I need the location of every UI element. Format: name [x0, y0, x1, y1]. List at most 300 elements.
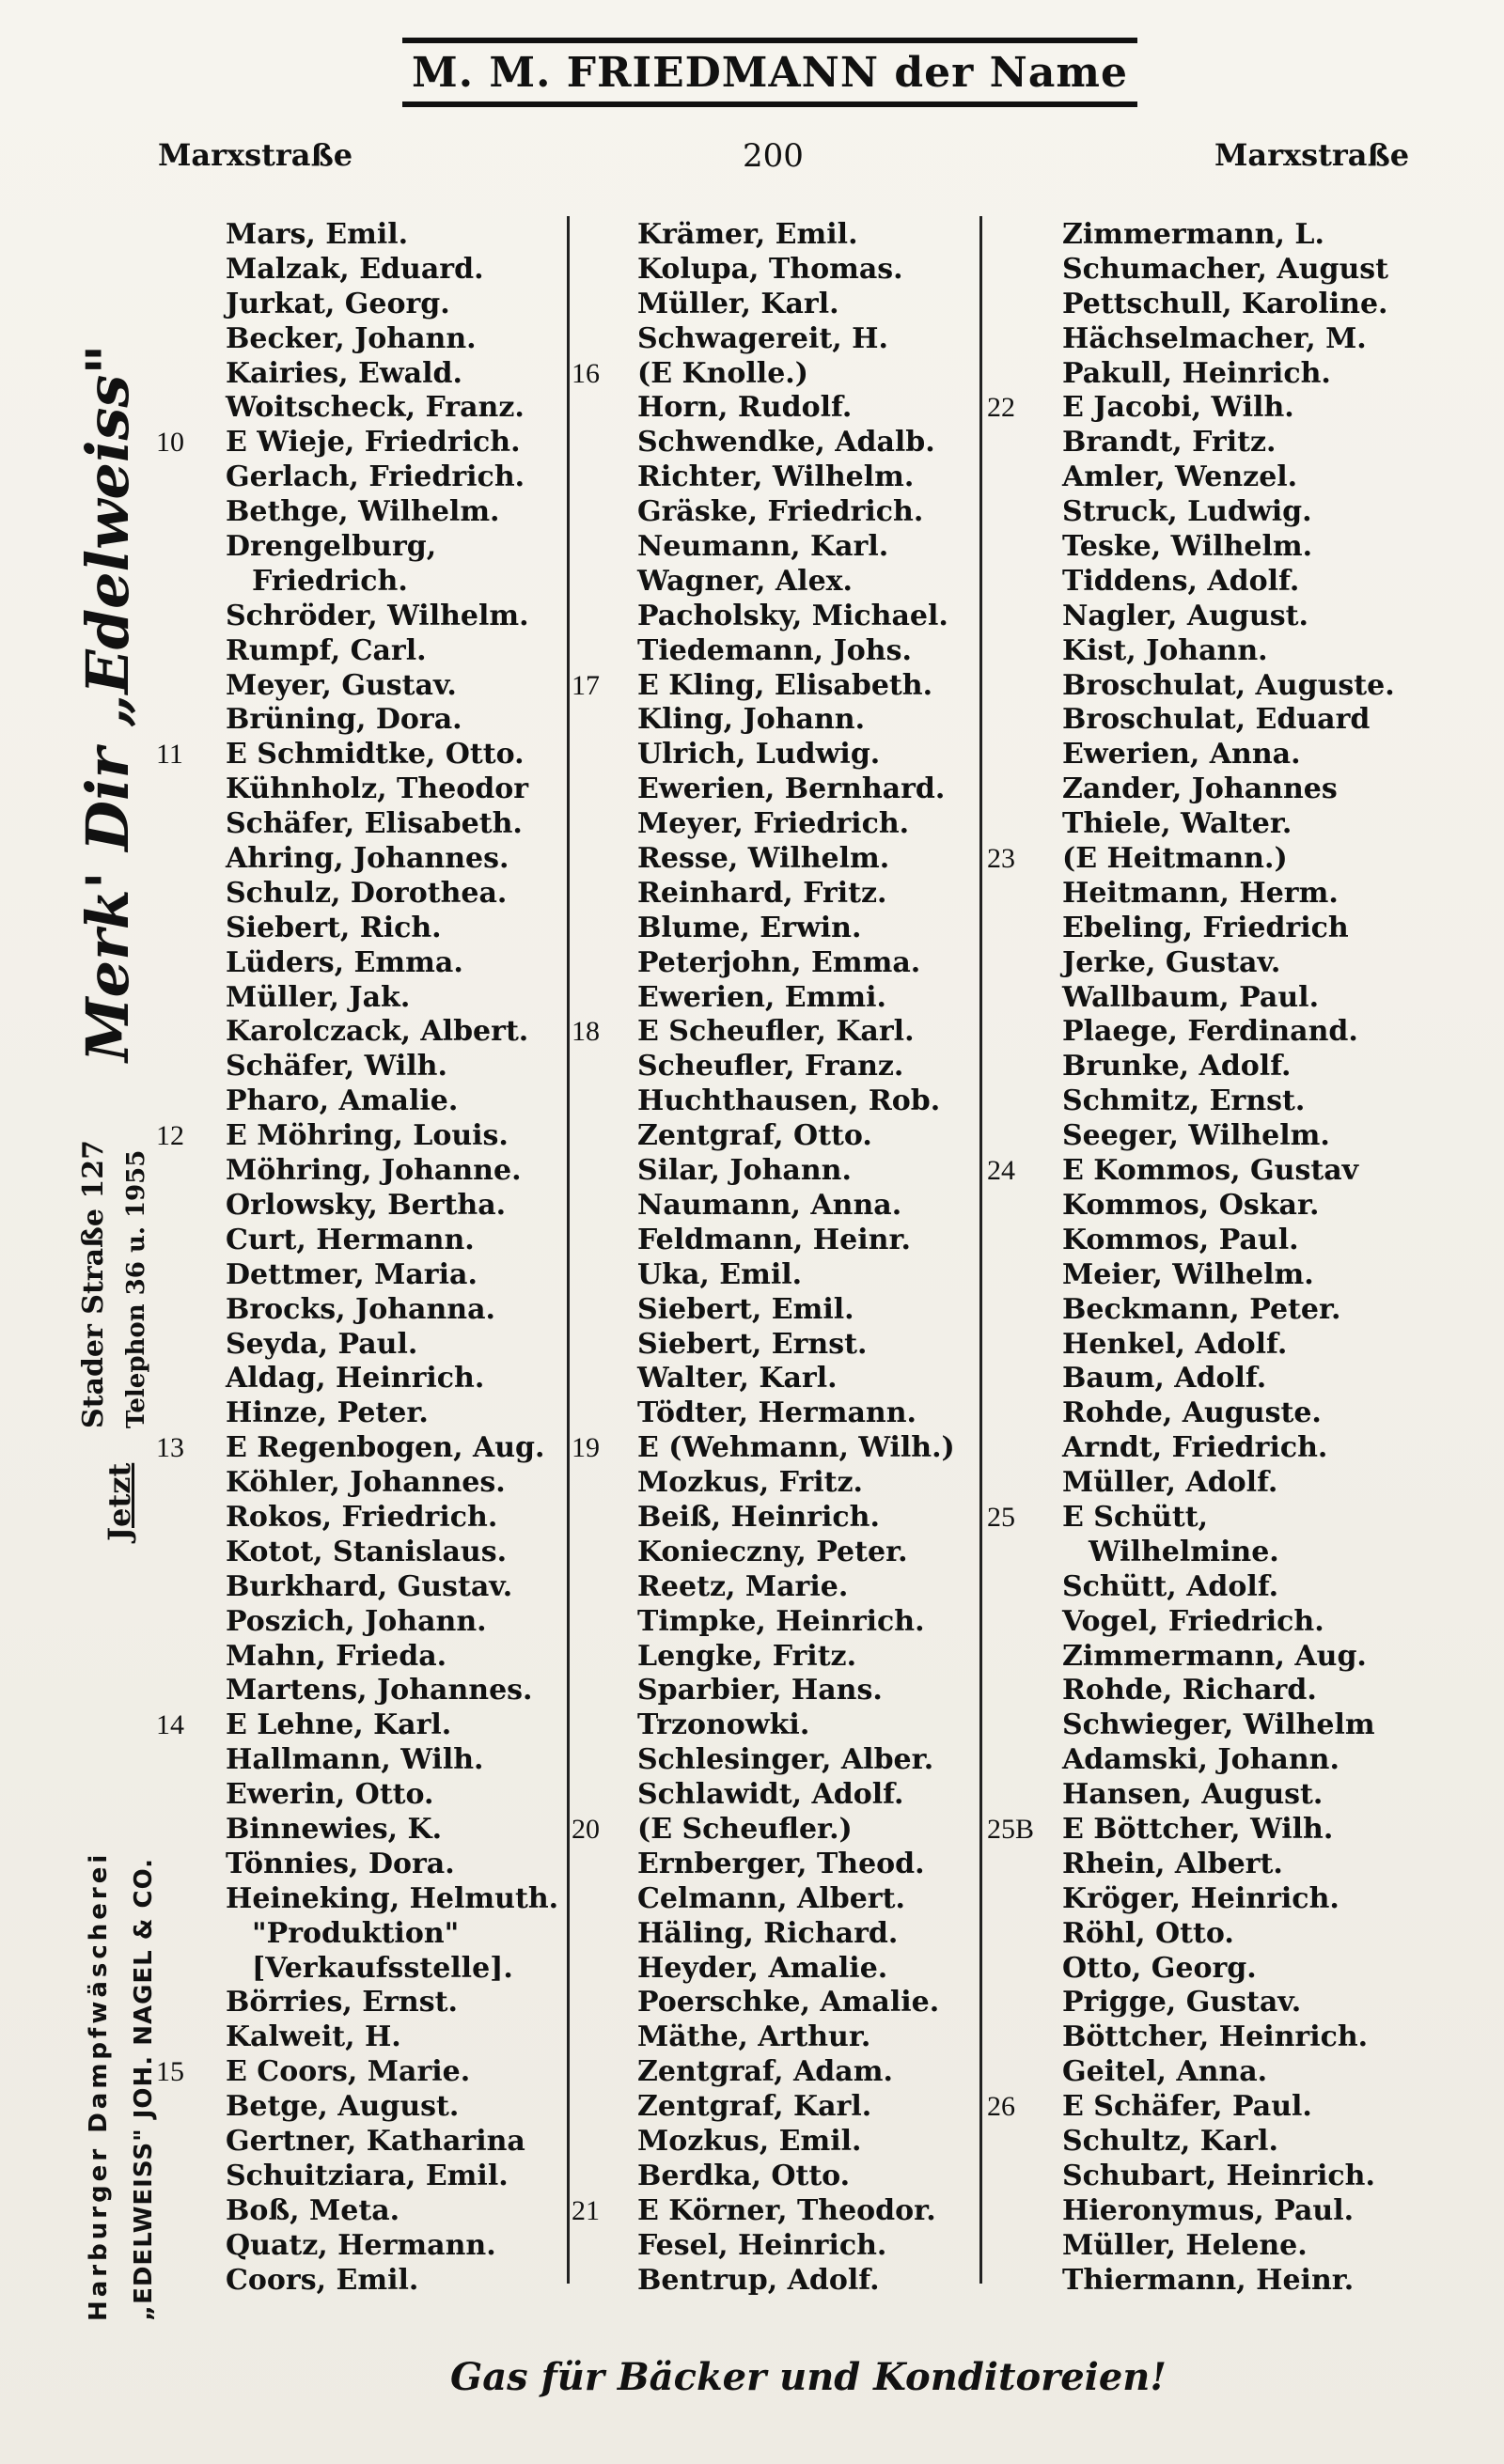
- directory-entry: [572, 1396, 985, 1431]
- directory-entry: [160, 1952, 573, 1987]
- directory-entry: [987, 1848, 1429, 1882]
- resident-name: Tödter, Hermann.: [637, 1396, 916, 1430]
- resident-name: Plaege, Ferdinand.: [1062, 1015, 1358, 1049]
- directory-entry: [160, 1640, 573, 1675]
- resident-name: Böttcher, Heinrich.: [1062, 2020, 1369, 2054]
- directory-entry: [572, 2020, 985, 2055]
- resident-name: (E Knolle.): [637, 356, 808, 390]
- resident-name: Peterjohn, Emma.: [637, 945, 921, 979]
- directory-entry: [572, 1986, 985, 2020]
- resident-name: Huchthausen, Rob.: [637, 1084, 941, 1118]
- resident-name: E Schmidtke, Otto.: [226, 738, 525, 772]
- directory-entry: [572, 634, 985, 669]
- resident-name: Häling, Richard.: [637, 1916, 899, 1950]
- resident-name: Thiele, Walter.: [1062, 807, 1292, 841]
- resident-name: Tiedemann, Johs.: [637, 633, 912, 667]
- resident-name: Hinze, Peter.: [226, 1396, 429, 1430]
- resident-name: Scheufler, Franz.: [637, 1050, 904, 1084]
- directory-entry: [572, 877, 985, 912]
- directory-entry: [160, 1224, 573, 1258]
- header-rule-bottom: [402, 101, 1137, 107]
- resident-name: Amler, Wenzel.: [1062, 460, 1298, 494]
- directory-entry: [572, 1536, 985, 1570]
- directory-entry: [160, 288, 573, 322]
- resident-name: E Schäfer, Paul.: [1062, 2090, 1312, 2124]
- house-number: 25: [987, 1501, 1015, 1533]
- directory-entry: [987, 2090, 1429, 2125]
- resident-name: Broschulat, Eduard: [1062, 703, 1371, 737]
- resident-name: E Körner, Theodor.: [637, 2193, 936, 2227]
- directory-entry: [572, 946, 985, 981]
- resident-name: Schlawidt, Adolf.: [637, 1778, 904, 1812]
- directory-entry: [156, 426, 573, 460]
- directory-entry: [160, 981, 573, 1016]
- directory-entry: [987, 634, 1429, 669]
- resident-name: Schultz, Karl.: [1062, 2124, 1278, 2158]
- directory-entry: [572, 738, 985, 772]
- resident-name: Jurkat, Georg.: [226, 287, 450, 320]
- resident-name: Schmitz, Ernst.: [1062, 1084, 1306, 1118]
- resident-name: Beiß, Heinrich.: [637, 1500, 880, 1534]
- now-label: Jetzt: [102, 1462, 137, 1541]
- directory-entry: [987, 426, 1429, 460]
- resident-name: Hansen, August.: [1062, 1778, 1324, 1812]
- resident-name: Seyda, Paul.: [226, 1327, 418, 1361]
- directory-entry: [572, 253, 985, 288]
- directory-entry: [987, 1708, 1429, 1743]
- house-number: 10: [156, 427, 184, 459]
- resident-name: Arndt, Friedrich.: [1062, 1431, 1328, 1465]
- resident-name: Bentrup, Adolf.: [637, 2263, 880, 2297]
- directory-entry: [160, 460, 573, 495]
- directory-entry: [572, 600, 985, 634]
- resident-name: Rokos, Friedrich.: [226, 1500, 498, 1534]
- street-heading-right: Marxstraße: [1214, 137, 1410, 173]
- resident-name: Zimmermann, L.: [1062, 218, 1324, 251]
- resident-name: Pacholsky, Michael.: [637, 599, 948, 632]
- resident-name: Vogel, Friedrich.: [1062, 1604, 1324, 1638]
- house-number: 16: [572, 357, 600, 389]
- laundry-phone: Telephon 36 u. 1955: [122, 1149, 150, 1428]
- resident-name: Börries, Ernst.: [226, 1986, 458, 2020]
- directory-entry: [160, 391, 573, 426]
- directory-entry: [987, 912, 1429, 946]
- resident-name: Betge, August.: [226, 2090, 460, 2124]
- resident-name: Schuitziara, Emil.: [226, 2159, 509, 2192]
- directory-entry: [572, 1119, 985, 1154]
- directory-entry: [987, 772, 1429, 807]
- resident-name: Kotot, Stanislaus.: [226, 1535, 508, 1568]
- directory-entry: [156, 1431, 573, 1466]
- resident-name: Geitel, Anna.: [1062, 2055, 1268, 2089]
- resident-name: Resse, Wilhelm.: [637, 842, 890, 876]
- directory-entry: [987, 1466, 1429, 1501]
- resident-name: Röhl, Otto.: [1062, 1916, 1234, 1950]
- directory-entry: [160, 2264, 573, 2299]
- directory-entry: [987, 1952, 1429, 1987]
- resident-name: Naumann, Anna.: [637, 1188, 902, 1222]
- house-number: 26: [987, 2091, 1015, 2123]
- directory-entry: [572, 1813, 985, 1848]
- resident-name: Trzonowki.: [637, 1708, 810, 1742]
- resident-name: Gerlach, Friedrich.: [226, 460, 525, 494]
- directory-entry: [572, 1605, 985, 1640]
- directory-entry: [160, 1258, 573, 1293]
- page-number: 200: [743, 137, 804, 175]
- directory-entry: [987, 600, 1429, 634]
- directory-entry: [572, 1293, 985, 1328]
- directory-entry: [572, 807, 985, 842]
- resident-name: (E Scheufler.): [637, 1812, 853, 1846]
- directory-entry: [572, 1640, 985, 1675]
- directory-entry: [572, 1050, 985, 1084]
- directory-entry: [160, 877, 573, 912]
- edelweiss-slogan: Merk' Dir „Edelweiss": [73, 344, 142, 1062]
- resident-name: Siebert, Emil.: [637, 1292, 854, 1326]
- resident-name: Kröger, Heinrich.: [1062, 1881, 1340, 1915]
- resident-name: Adamski, Johann.: [1062, 1743, 1340, 1777]
- resident-name: Tiddens, Adolf.: [1062, 564, 1300, 598]
- directory-entry: [572, 1224, 985, 1258]
- resident-name: Schwendke, Adalb.: [637, 426, 935, 460]
- directory-entry: [160, 1813, 573, 1848]
- directory-entry: [160, 703, 573, 738]
- house-number: 22: [987, 392, 1015, 424]
- resident-name: Dettmer, Maria.: [226, 1257, 478, 1291]
- resident-name: Drengelburg,: [226, 530, 437, 564]
- resident-name: Müller, Jak.: [226, 980, 411, 1014]
- house-number: 20: [572, 1813, 600, 1845]
- resident-name: (E Heitmann.): [1062, 842, 1288, 876]
- resident-name: Celmann, Albert.: [637, 1881, 905, 1915]
- resident-name: Seeger, Wilhelm.: [1062, 1119, 1330, 1153]
- resident-name: E (Wehmann, Wilh.): [637, 1431, 955, 1465]
- directory-entry: [987, 2264, 1429, 2299]
- resident-name: Ewerien, Anna.: [1062, 738, 1301, 772]
- resident-name: Kommos, Oskar.: [1062, 1188, 1320, 1222]
- resident-name: Gräske, Friedrich.: [637, 495, 924, 529]
- directory-entry: [987, 1084, 1429, 1119]
- directory-entry: [987, 1293, 1429, 1328]
- directory-entry: [572, 2125, 985, 2160]
- resident-name: Pakull, Heinrich.: [1062, 356, 1331, 390]
- directory-entry: [160, 1328, 573, 1363]
- house-number: 18: [572, 1016, 600, 1048]
- directory-entry: [572, 2264, 985, 2299]
- directory-entry: [987, 322, 1429, 357]
- resident-name: Zentgraf, Karl.: [637, 2090, 872, 2124]
- resident-name: Pharo, Amalie.: [226, 1084, 459, 1118]
- resident-name: Poszich, Johann.: [226, 1604, 487, 1638]
- resident-name: Kalweit, H.: [226, 2020, 401, 2054]
- directory-entry: [572, 2160, 985, 2194]
- resident-name: Beckmann, Peter.: [1062, 1292, 1341, 1326]
- directory-entry: [987, 2020, 1429, 2055]
- directory-entry: [572, 288, 985, 322]
- house-number: 11: [156, 739, 183, 771]
- directory-entry: [987, 1917, 1429, 1952]
- resident-name: Zimmermann, Aug.: [1062, 1639, 1367, 1673]
- gas-advertisement: Gas für Bäcker und Konditoreien!: [450, 2355, 1167, 2399]
- resident-name: Schröder, Wilhelm.: [226, 599, 529, 632]
- directory-entry: [572, 1466, 985, 1501]
- resident-name: Becker, Johann.: [226, 321, 477, 355]
- resident-name: Wagner, Alex.: [637, 564, 853, 598]
- directory-entry: [160, 2160, 573, 2194]
- directory-entry: [572, 2229, 985, 2264]
- directory-entry: [987, 2055, 1429, 2090]
- resident-name: Schäfer, Elisabeth.: [226, 807, 523, 841]
- directory-entry: [160, 1778, 573, 1813]
- resident-name: Kist, Johann.: [1062, 633, 1268, 667]
- resident-name: Siebert, Rich.: [226, 911, 442, 944]
- directory-entry: [160, 1882, 573, 1917]
- resident-name: Ahring, Johannes.: [226, 842, 509, 876]
- header-rule-top: [402, 38, 1137, 43]
- resident-column-3: [987, 218, 1429, 2298]
- directory-entry: [572, 1431, 985, 1466]
- directory-entry: [987, 1570, 1429, 1605]
- directory-entry: [572, 391, 985, 426]
- resident-name: E Kommos, Gustav: [1062, 1154, 1359, 1188]
- resident-name: Friedrich.: [252, 564, 408, 598]
- resident-name: Pettschull, Karoline.: [1062, 287, 1388, 320]
- resident-name: Poerschke, Amalie.: [637, 1986, 940, 2020]
- resident-name: Boß, Meta.: [226, 2193, 400, 2227]
- resident-name: Gertner, Katharina: [226, 2124, 525, 2158]
- directory-entry: [987, 1362, 1429, 1396]
- resident-name: Heitmann, Herm.: [1062, 876, 1339, 910]
- laundry-address: Stader Straße 127: [77, 1140, 110, 1428]
- directory-entry: [156, 738, 573, 772]
- resident-name: Thiermann, Heinr.: [1062, 2263, 1355, 2297]
- resident-name: Mahn, Frieda.: [226, 1639, 447, 1673]
- directory-entry: [156, 1708, 573, 1743]
- directory-entry: [987, 807, 1429, 842]
- resident-name: Wallbaum, Paul.: [1062, 980, 1320, 1014]
- resident-name: Mäthe, Arthur.: [637, 2020, 871, 2054]
- house-number: 24: [987, 1155, 1015, 1187]
- directory-entry: [987, 288, 1429, 322]
- directory-entry: [572, 912, 985, 946]
- directory-entry: [987, 1778, 1429, 1813]
- directory-entry: [160, 1674, 573, 1708]
- resident-name: Mozkus, Emil.: [637, 2124, 862, 2158]
- directory-entry: [987, 1396, 1429, 1431]
- resident-name: Schwieger, Wilhelm: [1062, 1708, 1375, 1742]
- resident-name: Neumann, Karl.: [637, 530, 889, 564]
- resident-name: Müller, Helene.: [1062, 2228, 1308, 2262]
- directory-entry: [987, 565, 1429, 600]
- directory-entry: [160, 357, 573, 392]
- resident-name: Ewerien, Emmi.: [637, 980, 886, 1014]
- resident-name: Tönnies, Dora.: [226, 1847, 455, 1880]
- friedmann-banner: M. M. FRIEDMANN der Name: [412, 49, 1128, 97]
- resident-column-2: [572, 218, 985, 2298]
- resident-name: Burkhard, Gustav.: [226, 1569, 513, 1603]
- house-number: 23: [987, 843, 1015, 875]
- directory-entry: [160, 253, 573, 288]
- directory-entry: [987, 1986, 1429, 2020]
- directory-entry: [987, 1605, 1429, 1640]
- directory-entry: [160, 218, 573, 253]
- laundry-company-name: Harburger Dampfwäscherei: [85, 1850, 113, 2321]
- directory-entry: [987, 877, 1429, 912]
- resident-name: Zentgraf, Adam.: [637, 2055, 893, 2089]
- directory-entry: [572, 1154, 985, 1189]
- resident-name: Müller, Karl.: [637, 287, 839, 320]
- resident-name: Krämer, Emil.: [637, 218, 858, 251]
- directory-entry: [160, 1536, 573, 1570]
- resident-name: Quatz, Hermann.: [226, 2228, 496, 2262]
- resident-name: Schumacher, August: [1062, 252, 1389, 286]
- directory-entry: [160, 1743, 573, 1778]
- directory-entry: [987, 391, 1429, 426]
- directory-entry: [987, 1328, 1429, 1363]
- directory-entry: [987, 1536, 1429, 1570]
- resident-name: Rumpf, Carl.: [226, 633, 427, 667]
- resident-name: Ulrich, Ludwig.: [637, 738, 881, 772]
- directory-entry: [987, 530, 1429, 565]
- directory-entry: [987, 1154, 1429, 1189]
- directory-entry: [572, 772, 985, 807]
- directory-entry: [160, 1605, 573, 1640]
- resident-name: Mozkus, Fritz.: [637, 1466, 863, 1500]
- directory-entry: [987, 1501, 1429, 1536]
- resident-name: Schulz, Dorothea.: [226, 876, 508, 910]
- resident-name: Walter, Karl.: [637, 1362, 838, 1396]
- resident-name: Uka, Emil.: [637, 1257, 803, 1291]
- resident-name: Fesel, Heinrich.: [637, 2228, 887, 2262]
- directory-entry: [160, 1189, 573, 1224]
- laundry-brand: „EDELWEISS" JOH. NAGEL & CO.: [130, 1857, 158, 2321]
- resident-name: Brunke, Adolf.: [1062, 1050, 1292, 1084]
- resident-name: [Verkaufsstelle].: [252, 1951, 513, 1985]
- directory-entry: [987, 703, 1429, 738]
- directory-entry: [987, 1882, 1429, 1917]
- resident-name: Brocks, Johanna.: [226, 1292, 495, 1326]
- resident-name: Rhein, Albert.: [1062, 1847, 1283, 1880]
- directory-entry: [572, 981, 985, 1016]
- street-heading-left: Marxstraße: [158, 137, 353, 173]
- directory-entry: [160, 530, 573, 565]
- directory-entry: [987, 1640, 1429, 1675]
- resident-name: Blume, Erwin.: [637, 911, 862, 944]
- resident-name: Kairies, Ewald.: [226, 356, 462, 390]
- directory-entry: [156, 2055, 573, 2090]
- directory-entry: [156, 1119, 573, 1154]
- resident-name: Meyer, Gustav.: [226, 668, 457, 702]
- directory-entry: [572, 1570, 985, 1605]
- directory-entry: [160, 1293, 573, 1328]
- directory-entry: [572, 2090, 985, 2125]
- directory-entry: [160, 1917, 573, 1952]
- directory-entry: [987, 1743, 1429, 1778]
- resident-name: Sparbier, Hans.: [637, 1674, 883, 1708]
- resident-name: Kling, Johann.: [637, 703, 866, 737]
- directory-entry: [987, 460, 1429, 495]
- directory-entry: [987, 1189, 1429, 1224]
- directory-entry: [572, 842, 985, 877]
- resident-name: Baum, Adolf.: [1062, 1362, 1267, 1396]
- resident-name: Karolczack, Albert.: [226, 1015, 529, 1049]
- directory-entry: [160, 772, 573, 807]
- resident-name: Brandt, Fritz.: [1062, 426, 1277, 460]
- resident-name: Binnewies, K.: [226, 1812, 443, 1846]
- directory-entry: [572, 1674, 985, 1708]
- resident-name: Woitscheck, Franz.: [226, 391, 525, 425]
- directory-entry: [987, 2194, 1429, 2229]
- directory-entry: [160, 634, 573, 669]
- house-number: 13: [156, 1432, 184, 1464]
- directory-entry: [572, 495, 985, 530]
- directory-entry: [160, 1154, 573, 1189]
- resident-name: Silar, Johann.: [637, 1154, 852, 1188]
- resident-name: E Coors, Marie.: [226, 2055, 471, 2089]
- resident-name: E Schütt,: [1062, 1500, 1209, 1534]
- directory-entry: [572, 1084, 985, 1119]
- resident-name: Bethge, Wilhelm.: [226, 495, 500, 529]
- resident-name: E Lehne, Karl.: [226, 1708, 452, 1742]
- resident-name: Rohde, Richard.: [1062, 1674, 1317, 1708]
- directory-entry: [987, 218, 1429, 253]
- directory-entry: [572, 1015, 985, 1050]
- directory-entry: [987, 1050, 1429, 1084]
- resident-name: Meyer, Friedrich.: [637, 807, 910, 841]
- resident-name: Aldag, Heinrich.: [226, 1362, 485, 1396]
- resident-name: Zander, Johannes: [1062, 772, 1338, 806]
- resident-name: Nagler, August.: [1062, 599, 1308, 632]
- directory-entry: [572, 1778, 985, 1813]
- resident-name: Schwagereit, H.: [637, 321, 888, 355]
- directory-entry: [987, 669, 1429, 704]
- resident-name: Wilhelmine.: [1089, 1535, 1279, 1568]
- directory-entry: [987, 1813, 1429, 1848]
- directory-entry: [987, 842, 1429, 877]
- resident-name: Schlesinger, Alber.: [637, 1743, 934, 1777]
- resident-name: Ewerin, Otto.: [226, 1778, 434, 1812]
- directory-entry: [160, 669, 573, 704]
- resident-name: Rohde, Auguste.: [1062, 1396, 1322, 1430]
- directory-entry: [987, 495, 1429, 530]
- directory-entry: [572, 565, 985, 600]
- resident-name: Schütt, Adolf.: [1062, 1569, 1279, 1603]
- directory-entry: [987, 1224, 1429, 1258]
- resident-name: Schäfer, Wilh.: [226, 1050, 447, 1084]
- directory-entry: [572, 2194, 985, 2229]
- resident-name: Richter, Wilhelm.: [637, 460, 915, 494]
- directory-entry: [987, 2229, 1429, 2264]
- directory-entry: [572, 669, 985, 704]
- house-number: 15: [156, 2056, 184, 2088]
- directory-entry: [987, 357, 1429, 392]
- house-number: 14: [156, 1709, 184, 1741]
- directory-entry: [160, 1501, 573, 1536]
- directory-entry: [160, 912, 573, 946]
- directory-entry: [987, 1431, 1429, 1466]
- directory-entry: [572, 1917, 985, 1952]
- directory-entry: [572, 530, 985, 565]
- resident-name: Hallmann, Wilh.: [226, 1743, 484, 1777]
- directory-entry: [572, 1708, 985, 1743]
- resident-name: "Produktion": [252, 1916, 460, 1950]
- resident-name: Müller, Adolf.: [1062, 1466, 1278, 1500]
- directory-entry: [572, 1328, 985, 1363]
- resident-name: Kühnholz, Theodor: [226, 772, 529, 806]
- directory-entry: [160, 2229, 573, 2264]
- directory-entry: [572, 218, 985, 253]
- resident-name: Coors, Emil.: [226, 2263, 419, 2297]
